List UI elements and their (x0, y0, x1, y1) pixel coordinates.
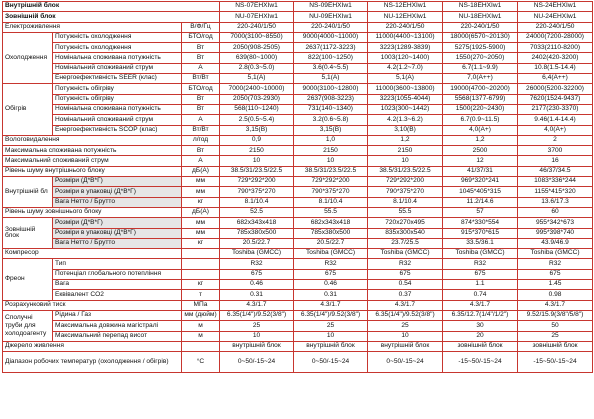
row-unit (182, 249, 220, 259)
cell: 16 (518, 156, 593, 166)
cell: 20.5/22.7 (294, 238, 368, 248)
cell: R32 (443, 259, 518, 269)
pipes-group-label (3, 310, 53, 341)
cell: 33.5/36.1 (443, 238, 518, 248)
cell: 720x270x495 (368, 218, 443, 228)
cell: 2177(230-3370) (518, 104, 593, 114)
row-label: Компресор (3, 249, 182, 259)
cell: 4.3/1.7 (518, 300, 593, 310)
cell: 0.31 (220, 290, 294, 300)
row-label: Розрахунковий тиск (3, 300, 182, 310)
power-unit: В/Ф/Гц (182, 22, 220, 32)
cell: 57 (443, 207, 518, 217)
cell: 729*292*200 (294, 177, 368, 187)
row-unit: БТО/год (182, 32, 220, 42)
cell: -15~50/-15~24 (443, 352, 518, 373)
cell: Toshiba (GMCC) (220, 249, 294, 259)
indoor-unit-row (3, 177, 593, 187)
row-label: Потенціал глобального потепління (53, 269, 182, 279)
heating-row (3, 104, 593, 114)
cell: 7000(3100~8550) (220, 32, 294, 42)
cell: 0~50/-15~24 (294, 352, 368, 373)
cell: 10 (294, 156, 368, 166)
max-power-row (3, 146, 593, 156)
cell: 874*330*554 (443, 218, 518, 228)
row-unit: мм (182, 228, 220, 238)
noise-out-row (3, 207, 593, 217)
cell: 7033(2110-8200) (518, 43, 593, 53)
cell: 790*375*270 (220, 187, 294, 197)
design-pressure-row (3, 300, 593, 310)
cell: 835x300x540 (368, 228, 443, 238)
row-unit: мм (182, 177, 220, 187)
cell: зовнішній блок (518, 341, 593, 351)
cell: R32 (220, 259, 294, 269)
cell: 20.5/22.7 (220, 238, 294, 248)
cell: 8.1/10.4 (368, 197, 443, 207)
cell: 9.52/15.9(3/8"/5/8") (518, 310, 593, 320)
cell: 43.9/46.9 (518, 238, 593, 248)
compressor-row (3, 249, 593, 259)
cell: 1155*415*320 (518, 187, 593, 197)
cell: 675 (294, 269, 368, 279)
cell: 25 (220, 321, 294, 331)
power-value: 220-240/1/50 (368, 22, 443, 32)
cell: R32 (294, 259, 368, 269)
row-label: Максимальна споживана потужність (3, 146, 182, 156)
cell: 2637(908-3223) (294, 94, 368, 104)
cell: 955*342*673 (518, 218, 593, 228)
row-unit: л/год (182, 135, 220, 145)
cell: 6.35/12.7(1/4"/1/2") (443, 310, 518, 320)
cell: 6,4(A++) (518, 74, 593, 84)
cell: 0.46 (294, 280, 368, 290)
cell: 675 (220, 269, 294, 279)
cell: 11000(3600~13800) (368, 84, 443, 94)
row-unit: А (182, 156, 220, 166)
cell: Toshiba (GMCC) (518, 249, 593, 259)
row-unit: кг (182, 238, 220, 248)
row-label: Номінальний споживаний струм (53, 115, 182, 125)
heating-row (3, 94, 593, 104)
cell: 675 (443, 269, 518, 279)
cell: 50 (518, 321, 593, 331)
cell: 2.5(0.5~5.4) (220, 115, 294, 125)
row-unit: Вт (182, 43, 220, 53)
row-unit: кг (182, 280, 220, 290)
cell: R32 (518, 259, 593, 269)
indoor-unit-row (3, 197, 593, 207)
model-outdoor: NU-12EHXIw1 (368, 12, 443, 22)
cell: 24000(7200-28000) (518, 32, 593, 42)
pipes-group-line: Сполучні (5, 314, 33, 322)
cell: 4.3/1.7 (368, 300, 443, 310)
cell: 1.45 (518, 280, 593, 290)
cell: 2 (518, 135, 593, 145)
cell: 4.3/1.7 (220, 300, 294, 310)
cell: 1,0 (294, 135, 368, 145)
row-label: Енергоефективність SEER (клас) (53, 74, 182, 84)
row-unit: мм (дюйм) (182, 310, 220, 320)
cell: 729*292*200 (368, 177, 443, 187)
cell: 0,9 (220, 135, 294, 145)
cell: 1045*405*315 (443, 187, 518, 197)
cell: 790*375*270 (368, 187, 443, 197)
freon-row (3, 290, 593, 300)
cell: 10 (368, 331, 443, 341)
cell: 25 (518, 331, 593, 341)
cell: 1,2 (443, 135, 518, 145)
cell: 55.5 (294, 207, 368, 217)
model-indoor: NS-12EHXIw1 (368, 2, 443, 12)
cell: 38.5/31/23.5/22.5 (294, 166, 368, 176)
cell: 3,10(B) (368, 125, 443, 135)
cell: 3223(1055-4044) (368, 94, 443, 104)
cell: 1083*336*244 (518, 177, 593, 187)
row-unit: дБ(А) (182, 166, 220, 176)
cell: 0.37 (368, 290, 443, 300)
pipes-group-line: труби для (5, 322, 36, 330)
row-label: Розміри в упаковці (Д*В*Г) (53, 228, 182, 238)
pipes-group-line: холодоагенту (5, 329, 47, 337)
cell: 4,0(A+) (518, 125, 593, 135)
cell: R32 (368, 259, 443, 269)
row-unit: м (182, 331, 220, 341)
model-outdoor: NU-18EHXIw1 (443, 12, 518, 22)
cell: 639(80~1000) (220, 53, 294, 63)
pipes-row (3, 310, 593, 320)
row-label: Вологовидалення (3, 135, 182, 145)
cell: Toshiba (GMCC) (368, 249, 443, 259)
cell: 26000(5200-32200) (518, 84, 593, 94)
cell: 568(110~1240) (220, 104, 294, 114)
power-source-row (3, 341, 593, 351)
cell: 0~50/-15~24 (368, 352, 443, 373)
power-label: Електроживлення (3, 22, 182, 32)
cell: -15~50/-15~24 (518, 352, 593, 373)
cell: 9000(4000~11000) (294, 32, 368, 42)
freon-row (3, 269, 593, 279)
cell: 0.98 (518, 290, 593, 300)
cell: 6.35(1/4")/9.52(3/8") (368, 310, 443, 320)
row-label: Вага Нетто / Брутто (53, 197, 182, 207)
row-label: Розміри (Д*В*Г) (53, 177, 182, 187)
cell: 18000(6570~20130) (443, 32, 518, 42)
cell: 2150 (294, 146, 368, 156)
outdoor-unit-row (3, 238, 593, 248)
row-label: Рідина / Газ (53, 310, 182, 320)
temp-range-row (3, 352, 593, 373)
model-indoor: NS-09EHXIw1 (294, 2, 368, 12)
row-unit: А (182, 115, 220, 125)
cell: 3700 (518, 146, 593, 156)
cell: 682x343x418 (220, 218, 294, 228)
cell: 11000(4400~13100) (368, 32, 443, 42)
cell: 4.3/1.7 (294, 300, 368, 310)
cell: 20 (443, 331, 518, 341)
row-label: Номінальна споживана потужність (53, 53, 182, 63)
model-indoor: NS-18EHXIw1 (443, 2, 518, 12)
cooling-row (3, 63, 593, 73)
cell: 0.31 (294, 290, 368, 300)
cell: 675 (368, 269, 443, 279)
heating-row (3, 84, 593, 94)
row-label: Максимальний перепад висот (53, 331, 182, 341)
row-label: Вага (53, 280, 182, 290)
cooling-row (3, 53, 593, 63)
row-label: Номінальний споживаний струм (53, 63, 182, 73)
cell: 2150 (368, 146, 443, 156)
model-indoor: NS-24EHXIw1 (518, 2, 593, 12)
cell: 1550(270~2050) (443, 53, 518, 63)
cell: внутрішній блок (368, 341, 443, 351)
cell: 19000(4700~20200) (443, 84, 518, 94)
cell: 5568(1377-6799) (443, 94, 518, 104)
max-current-row (3, 156, 593, 166)
cell: 38.5/31/23.5/22.5 (220, 166, 294, 176)
cell: 995*398*740 (518, 228, 593, 238)
cell: 3,15(B) (220, 125, 294, 135)
cell: 12 (443, 156, 518, 166)
cell: 6.35(1/4")/9.52(3/8") (220, 310, 294, 320)
cooling-row (3, 43, 593, 53)
cell: 2050(908-2505) (220, 43, 294, 53)
pipes-row (3, 321, 593, 331)
cell: 10 (220, 331, 294, 341)
cell: 41/37/31 (443, 166, 518, 176)
cell: 2637(1172-3223) (294, 43, 368, 53)
power-row (3, 22, 593, 32)
cell: 10.8(1.5-14.4) (518, 63, 593, 73)
cell: 822(100~1250) (294, 53, 368, 63)
cell: 785x380x500 (220, 228, 294, 238)
cell: 60 (518, 207, 593, 217)
cell: 729*292*200 (220, 177, 294, 187)
cell: 4.2(1.2~7.0) (368, 63, 443, 73)
indoor-unit-group-label: Внутрішній бл (3, 177, 53, 208)
power-value: 220-240/1/50 (294, 22, 368, 32)
cell: Toshiba (GMCC) (443, 249, 518, 259)
cooling-group-label: Охолодження (3, 32, 53, 83)
cell: 3.6(0.4~5.5) (294, 63, 368, 73)
cell: 3.2(0.6~5.8) (294, 115, 368, 125)
cell: 30 (443, 321, 518, 331)
row-label: Розміри в упаковці (Д*В*Г) (53, 187, 182, 197)
cell: 38.5/31/23.5/22.5 (368, 166, 443, 176)
power-value: 220-240/1/50 (518, 22, 593, 32)
row-label: Еквівалент CO2 (53, 290, 182, 300)
moisture-row (3, 135, 593, 145)
pipes-row (3, 331, 593, 341)
row-unit: Вт/Вт (182, 125, 220, 135)
cell: зовнішній блок (443, 341, 518, 351)
cell: 1023(300~1442) (368, 104, 443, 114)
row-unit: А (182, 63, 220, 73)
cell: 23.7/25.5 (368, 238, 443, 248)
cell: 25 (368, 321, 443, 331)
outdoor-unit-row (3, 228, 593, 238)
cell: внутрішній блок (220, 341, 294, 351)
row-unit: Вт (182, 104, 220, 114)
cell: 0.74 (443, 290, 518, 300)
cell: 682x343x418 (294, 218, 368, 228)
cell: 790*375*270 (294, 187, 368, 197)
row-unit: м (182, 321, 220, 331)
header-indoor-row (3, 2, 593, 12)
cooling-row (3, 74, 593, 84)
cell: 2500 (443, 146, 518, 156)
cell: 0.46 (220, 280, 294, 290)
cell: 1.1 (443, 280, 518, 290)
row-unit (182, 259, 220, 269)
row-label: Рівень шуму зовнішнього блоку (3, 207, 182, 217)
model-outdoor: NU-07EHXIw1 (220, 12, 294, 22)
row-label: Номінальна споживана потужність (53, 104, 182, 114)
cell: 969*320*241 (443, 177, 518, 187)
cooling-row (3, 32, 593, 42)
cell: 731(140~1340) (294, 104, 368, 114)
cell: 52.5 (220, 207, 294, 217)
cell: 6.35(1/4")/9.52(3/8") (294, 310, 368, 320)
cell: 7000(2400~10000) (220, 84, 294, 94)
cell: 2150 (220, 146, 294, 156)
row-unit: °С (182, 352, 220, 373)
cell: 6.7(1.1~9.9) (443, 63, 518, 73)
row-unit: МПа (182, 300, 220, 310)
cell: 10 (220, 156, 294, 166)
row-label: Максимальний споживаний струм (3, 156, 182, 166)
cell: 7620(1524-9437) (518, 94, 593, 104)
row-unit (182, 341, 220, 351)
model-indoor: NS-07EHXIw1 (220, 2, 294, 12)
row-label: Енергоефективність SCOP (клас) (53, 125, 182, 135)
row-label: Максимальна довжина магістралі (53, 321, 182, 331)
cell: 5,1(A) (368, 74, 443, 84)
freon-row (3, 280, 593, 290)
row-label: Розміри (Д*В*Г) (53, 218, 182, 228)
cell: 9000(3100~12800) (294, 84, 368, 94)
cell: 5,1(A) (220, 74, 294, 84)
cell: 2.8(0.3~5.0) (220, 63, 294, 73)
cell: 0~50/-15~24 (220, 352, 294, 373)
outdoor-unit-group-label: Зовнішній блок (3, 218, 53, 249)
cell: 915*370*615 (443, 228, 518, 238)
row-label: Тип (53, 259, 182, 269)
row-unit: Вт (182, 146, 220, 156)
cell: 675 (518, 269, 593, 279)
cell: 10 (368, 156, 443, 166)
indoor-unit-row (3, 187, 593, 197)
row-label: Вага Нетто / Брутто (53, 238, 182, 248)
indoor-label: Внутрішній блок (3, 2, 220, 12)
model-outdoor: NU-09EHXIw1 (294, 12, 368, 22)
cell: 25 (294, 321, 368, 331)
freon-row (3, 259, 593, 269)
row-label: Діапазон робочих температур (охолодження / обігрів) (3, 352, 182, 373)
model-outdoor: NU-24EHXIw1 (518, 12, 593, 22)
cell: 5,1(A) (294, 74, 368, 84)
cell: 3223(1289-3839) (368, 43, 443, 53)
heating-row (3, 115, 593, 125)
freon-group-label: Фреон (3, 259, 53, 300)
cell: 3,15(B) (294, 125, 368, 135)
row-label: Рівень шуму внутрішнього блоку (3, 166, 182, 176)
row-label: Джерело живлення (3, 341, 182, 351)
cell: 11.2/14.6 (443, 197, 518, 207)
cell: 5275(1925-5900) (443, 43, 518, 53)
cell: 4,0(A+) (443, 125, 518, 135)
cell: 2050(703-2930) (220, 94, 294, 104)
row-unit: т (182, 290, 220, 300)
cell: 13.6/17.3 (518, 197, 593, 207)
noise-in-row (3, 166, 593, 176)
row-label: Потужність охолодження (53, 43, 182, 53)
cell: 1003(120~1400) (368, 53, 443, 63)
cell: 785x380x500 (294, 228, 368, 238)
cell: 46/37/34.5 (518, 166, 593, 176)
row-unit: Вт/Вт (182, 74, 220, 84)
cell: 7,0(A++) (443, 74, 518, 84)
heating-row (3, 125, 593, 135)
power-value: 220-240/1/50 (443, 22, 518, 32)
cell: 6.7(0.9~11.5) (443, 115, 518, 125)
cell: 4.3/1.7 (443, 300, 518, 310)
heating-group-label: Обігрів (3, 84, 53, 135)
cell: 8.1/10.4 (294, 197, 368, 207)
row-label: Потужність обігріву (53, 84, 182, 94)
row-unit: мм (182, 218, 220, 228)
row-unit (182, 269, 220, 279)
row-unit: Вт (182, 53, 220, 63)
cell: 2402(420-3200) (518, 53, 593, 63)
row-unit: Вт (182, 94, 220, 104)
cell: 10 (294, 331, 368, 341)
row-label: Потужність охолодження (53, 32, 182, 42)
cell: 4.2(1.3~6.2) (368, 115, 443, 125)
cell: 8.1/10.4 (220, 197, 294, 207)
cell: 0.54 (368, 280, 443, 290)
cell: Toshiba (GMCC) (294, 249, 368, 259)
outdoor-unit-row (3, 218, 593, 228)
row-unit: мм (182, 187, 220, 197)
cell: внутрішній блок (294, 341, 368, 351)
cell: 55.5 (368, 207, 443, 217)
row-unit: кг (182, 197, 220, 207)
row-label: Потужність обігріву (53, 94, 182, 104)
spec-table (2, 1, 593, 373)
power-value: 220-240/1/50 (220, 22, 294, 32)
cell: 1500(220~2430) (443, 104, 518, 114)
row-unit: дБ(А) (182, 207, 220, 217)
row-unit: БТО/год (182, 84, 220, 94)
outdoor-label: Зовнішній блок (3, 12, 220, 22)
header-outdoor-row (3, 12, 593, 22)
cell: 9.46(1.4-14.4) (518, 115, 593, 125)
cell: 1,2 (368, 135, 443, 145)
